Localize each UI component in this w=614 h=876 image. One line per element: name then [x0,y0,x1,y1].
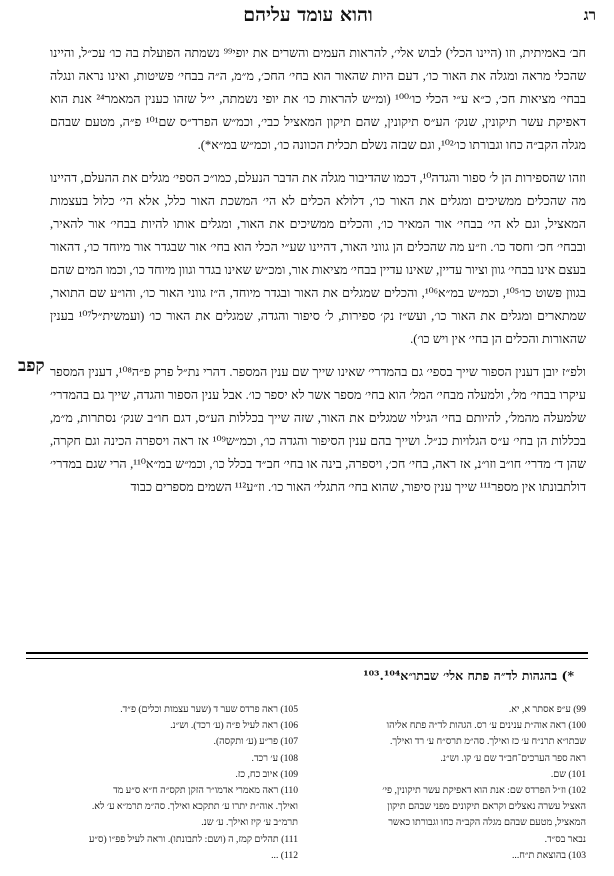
text-line: מטעם שבהם מגלה הקב״ה כחו וגבורתו כו׳¹⁰², וגם שבזה נשלם תכלית הכוונה כו׳, [50,115,586,152]
text-line: דלולא הכלים לא הי׳ המשכת האור כלל, אלא הי׳ כלול בעצמות המאציל, וגם לא הי׳ [50,194,586,231]
paragraph [50,361,586,499]
text-line: ולפ״ז יובן דענין הספור שייך בספי׳ גם בהמדרי׳ שאינו שייך שם ענין המספר. דהרי [203,365,586,379]
footnote: 109) איוב כח, כז. [235,768,298,780]
text-line: אור שבגדר אור מיוחד כו׳, דהאור בעצם אינו בבחי׳ גוון וציור עדיין, שאינו עדיין [50,240,587,277]
footnote: ראה ספר הערכים־חב״ד שם ע׳ קו. וש״נ. [440,752,586,764]
text-line: מספר אשר לא יספר כו׳. אבל ענין הספור והגדה, שייך גם בהמדרי׳ שלמעלה מהמל׳, [50,388,586,425]
footnote: 103) בהוצאת ת״ח... [512,849,586,861]
footnote: המאציל, מטעם שבהם מגלה הקב״ה כחו וגבורתו כאשר [388,817,586,829]
footnote-divider-thin [26,658,588,659]
footnote: 111) תהלים קמז, ה (ושם: לתבונתו). וראה לעיל פפ״ו (ס״ע [88,833,298,845]
text-line: וכמ״ש במ״א*). [197,138,271,152]
footnote: 99) ע״פ אסתר א, יא. [508,704,586,715]
gloss-heading: *) בהגהות לד״ה פתח אלי׳ שבתו״א¹⁰³.¹⁰⁴ [363,668,574,683]
text-line: בבחי׳ אור המאיר כו׳, והכלים ממשיכים את האור, ומגלים אותו להיות בבחי׳ אור להאיר, [50,217,483,231]
footnote: 108) ע׳ רכד. [251,752,298,764]
margin-marker: קפב [18,356,45,376]
footnote-divider [26,652,588,654]
footnote: נבאר בס״ד. [544,833,586,845]
footnote: ואילך. אוה״ת יתרו ע׳ תתקכא ואילך. סה״מ תרמ״א ע׳ לא. [91,801,298,813]
footnote: שבתו״א תרנ״ח ע׳ כז ואילך. סה״מ תרס״ח ע׳ רד ואילך. [390,736,586,748]
footnote: 100) ראה אוה״ת ענינים ע׳ רס. הגהות לד״ה פתח אליהו [386,720,586,732]
text-line: והו״ע שם התואר, שמתארים ומגלים את האור כו׳, ועש״ז נק׳ ספירות, ל׳ סיפור והגדה, [50,286,586,323]
text-line: חב׳ באמיתית, וזו (היינו הכלי) לבוש אלי׳, להראות העמים והשרים את יופי⁹⁹ נשמתה [184,46,586,60]
footnote: 112) ... [271,849,298,861]
text-line: וזהו שהספירות הן ל׳ ספור והגדה¹⁰, דכמו שהדיבור מגלה את הדבר הנעלם, כמו״כ [203,171,586,185]
text-line: הספי׳ מגלים את ההעלם, דהיינו מה שהכלים ממשיכים ומגלים את האור כו׳, [50,171,586,208]
text-line: להיותם בחי׳ הגילוי שמגלים את האור, שזה שייך בכללות הע״ס, דגם חו״ב שנק׳ [120,411,501,425]
page-header [20,6,596,30]
running-title: והוא עומד עליהם [243,4,373,26]
footnote: 110) ראה מאמרי אדמו״ר הזקן תקס״ה ח״א ס״ע מד [113,785,298,797]
text-line: כו׳¹⁰⁵, וכמ״ש במ״א¹⁰⁶, והכלים שמגלים את האור ובגדר מיוחד, ה״ז גווני האור כו׳, [139,286,532,300]
footnote: 101) שם. [550,768,586,780]
footnote: 102) וז״ל הפרדס שם: אנת הוא דאפיקת עשר תיקונין, פי׳ [382,785,586,797]
text-line: בבחי׳ מציאות אור, ומכ״ש שאינו בגדר וגוון מיוחד כו׳, וכמו המים שהם בגוון פשוט [50,263,586,300]
text-line: נסתרות, מ״מ, בכללות הן בחי׳ ע״ס הגלויות כנ״ל. ושייך בהם ענין הסיפור והגדה כו׳, [50,411,586,448]
text-line: שמגלים את האור כו׳ (ועמשית״ל¹⁰⁷ בענין שהאורות והכלים הן בחי׳ אין ויש כו׳). [50,309,586,346]
text-line: ויספרה, בינה או בחי׳ חב״ד בכלל כו׳, וכמ״ש במ״א¹¹⁰, הרי שגם במדרי׳ דולתבונתו אין [50,457,586,494]
text-line: נת״ל פרק פ״ה¹⁰⁸, דענין המספר עיקרו בבחי׳ מל׳, ולמעלה מבחי׳ המל׳ הוא בחי׳ [50,365,586,402]
paragraph [50,42,586,157]
footnote: 106) ראה לעיל פ״ה (ע׳ רכד). וש״נ. [170,720,298,732]
page-number: רג [583,6,596,24]
footnotes-right-column [298,702,586,864]
footnotes-left-column [36,702,298,864]
footnote: תרמ״ב ע׳ קיז ואילך. ע׳ שנ. [201,817,298,829]
text-line: מספר¹¹¹ שייך ענין סיפור, שהוא בחי׳ התגלי׳ האור כו׳. וז״ע¹¹² השמים מספרים כבוד [130,480,519,494]
footnote: 105) ראה פרדס שער ד (שער עצמות וכלים) פ״ד. [120,704,298,715]
text-line: בחי׳ החכ׳, מ״מ, ה״ה בבחי׳ פשיטות, ואינו נראה ונגלה בבחי׳ מציאות חכ׳, כ״א ע״י הכלי [50,69,586,106]
main-text [50,42,586,505]
text-line: הפועלת בה כו׳ עכ״ל, והיינו שהכלי מראה ומגלה את האור כו׳, דעם היות שהאור הוא [50,46,586,83]
paragraph [50,167,586,351]
footnote: 107) פר״ע (ע׳ ותקסה). [213,736,298,748]
text-line: כו׳¹⁰⁰ (ומ״ש להראות כו׳ את יופי נשמתה, י״ל שזהו כענין המאמר²⁴ אנת הוא דאפיקת [50,92,586,129]
text-line: ובבחי׳ חכ׳ וחסד כו׳. וז״ע מה שהכלים הן גווני האור, דהיינו שע״י הכלי הוא בחי׳ [210,240,586,254]
footnote: האציל עשרה נאצלים וקראם תיקונים מפני שבהם תיקון [387,801,586,813]
text-line: וכמ״ש¹⁰⁹ אז ראה ויספרה הכינה וגם חקרה, שהן ד׳ מדרי׳ חו״ב וזו״נ, אז ראה, בחי׳ חכ׳, [50,434,586,471]
text-line: עשר תיקונין, שנק׳ הע״ס תיקונין, שהם תיקון המאציל כבי׳, וכמ״ש הפרד״ס שם¹⁰¹ פ״ה, [119,115,544,129]
